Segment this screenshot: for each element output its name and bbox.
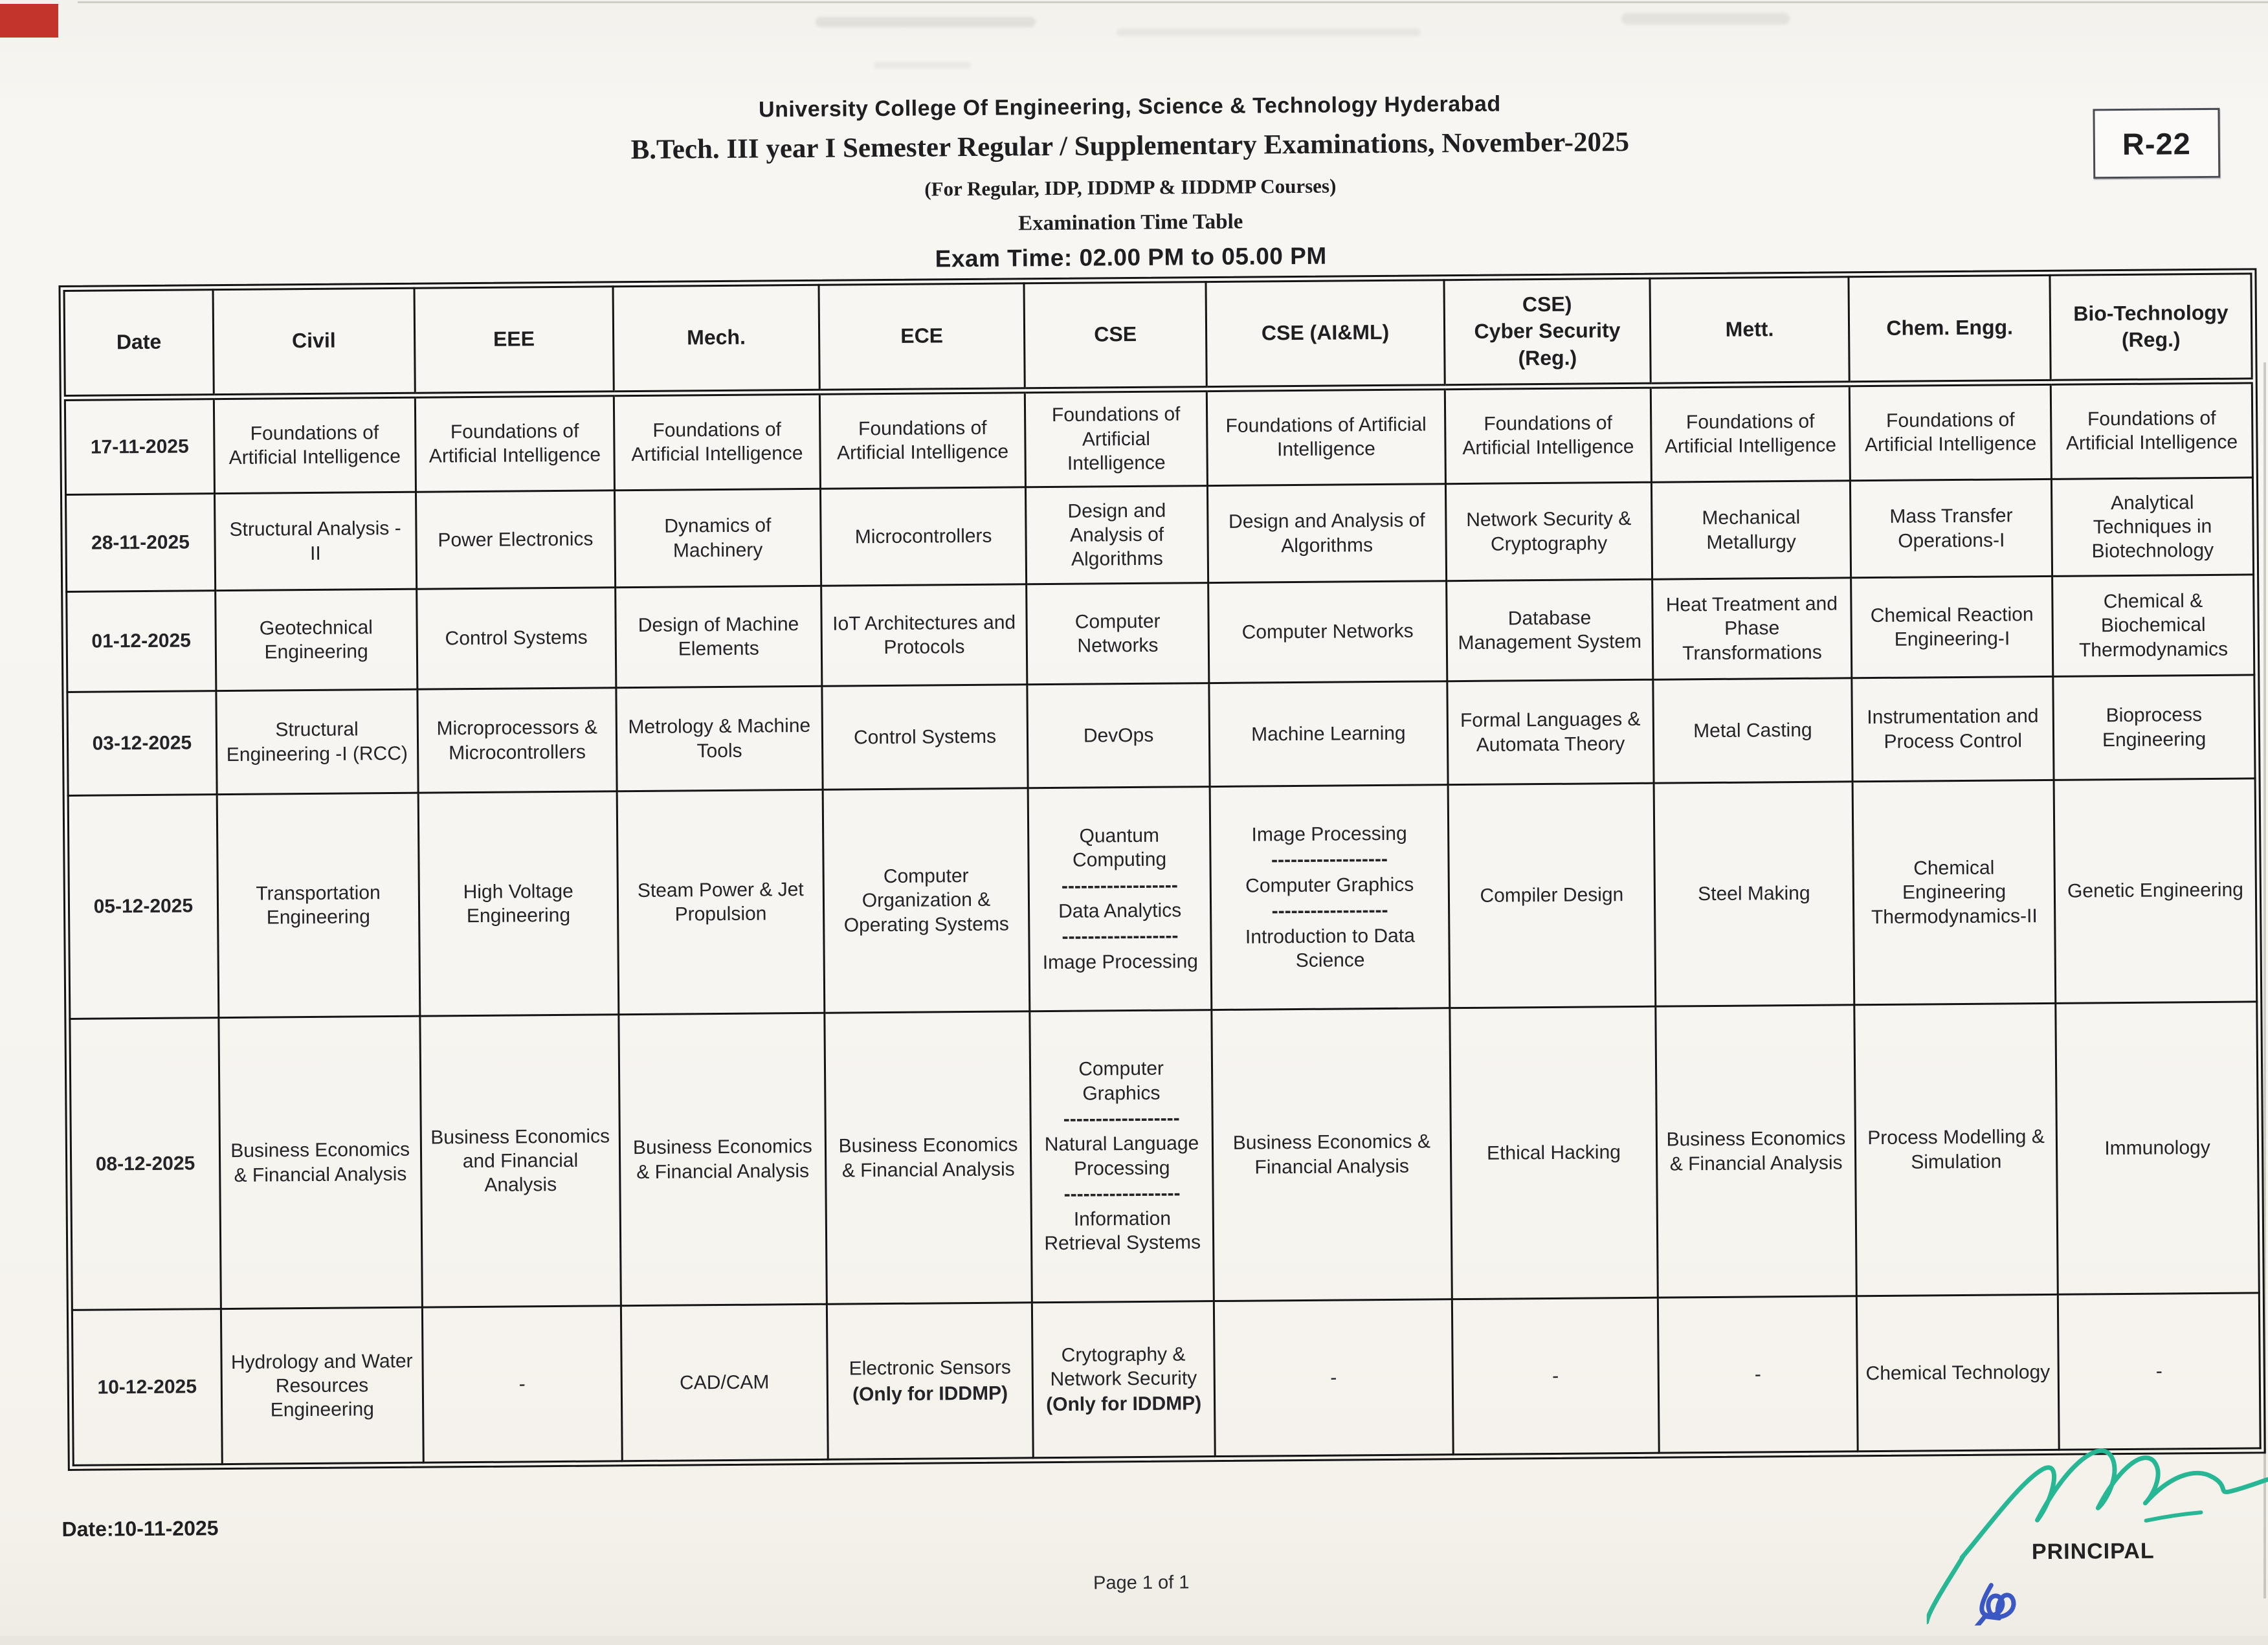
subject-note: (Only for IDDMP) bbox=[852, 1382, 1008, 1405]
exam-cell: Dynamics of Machinery bbox=[615, 489, 821, 587]
exam-cell: Bioprocess Engineering bbox=[2053, 675, 2255, 780]
exam-row bbox=[72, 1293, 2260, 1466]
exam-cell: Chemical Engineering Thermodynamics-II bbox=[1852, 780, 2056, 1004]
exam-cell bbox=[1030, 1010, 1214, 1303]
exam-cell: Computer Organization & Operating Systems bbox=[823, 788, 1030, 1013]
exam-cell: Business Economics & Financial Analysis bbox=[619, 1013, 827, 1305]
exam-cell: Compiler Design bbox=[1448, 783, 1655, 1008]
exam-cell: Foundations of Artificial Intelligence bbox=[614, 392, 820, 490]
regulation-badge: R-22 bbox=[2093, 108, 2220, 179]
exam-row bbox=[67, 675, 2255, 796]
exam-cell: Transportation Engineering bbox=[217, 793, 420, 1017]
exam-row bbox=[68, 778, 2257, 1019]
exam-row bbox=[66, 478, 2254, 592]
exam-cell: Process Modelling & Simulation bbox=[1854, 1003, 2058, 1296]
exam-row bbox=[70, 1002, 2259, 1310]
exam-cell: - bbox=[1214, 1299, 1453, 1457]
subject-separator: ------------------ bbox=[1062, 925, 1179, 948]
exam-cell: Business Economics and Financial Analysis bbox=[419, 1015, 621, 1307]
subject-separator: ------------------ bbox=[1061, 874, 1178, 897]
subject: Computer Graphics bbox=[1078, 1058, 1164, 1105]
exam-row bbox=[67, 575, 2254, 692]
subject-separator: ------------------ bbox=[1271, 899, 1388, 922]
subject: Data Analytics bbox=[1058, 900, 1182, 922]
subject: Image Processing bbox=[1042, 950, 1198, 973]
subject: Image Processing bbox=[1251, 822, 1407, 846]
exam-cell: Foundations of Artificial Intelligence bbox=[1651, 384, 1851, 482]
exam-date: 03-12-2025 bbox=[67, 691, 217, 796]
exam-cell: - bbox=[1452, 1297, 1659, 1454]
exam-cell: Business Economics & Financial Analysis bbox=[825, 1011, 1032, 1304]
exam-cell: Design of Machine Elements bbox=[616, 586, 822, 687]
exam-cell: Mass Transfer Operations-I bbox=[1851, 479, 2052, 577]
column-header-cse-ai-ml: CSE (AI&ML) bbox=[1206, 280, 1445, 389]
exam-date: 17-11-2025 bbox=[65, 397, 214, 495]
subject: Electronic Sensors bbox=[849, 1356, 1011, 1380]
exam-cell: Structural Engineering -I (RCC) bbox=[216, 689, 418, 794]
principal-label: PRINCIPAL bbox=[2031, 1538, 2155, 1565]
column-header-bio-technology-reg: Bio-Technology (Reg.) bbox=[2050, 274, 2252, 382]
subject-note: (Only for IDDMP) bbox=[1046, 1393, 1202, 1416]
exam-cell: Business Economics & Financial Analysis bbox=[1212, 1008, 1452, 1301]
exam-cell: IoT Architectures and Protocols bbox=[821, 584, 1027, 686]
page-number: Page 1 of 1 bbox=[1093, 1572, 1190, 1594]
issue-date: Date:10-11-2025 bbox=[61, 1516, 219, 1541]
exam-cell bbox=[1028, 787, 1211, 1011]
subject: Natural Language Processing bbox=[1044, 1132, 1199, 1180]
column-header-eee: EEE bbox=[414, 287, 614, 395]
exam-cell: Ethical Hacking bbox=[1450, 1006, 1658, 1299]
timetable bbox=[63, 272, 2262, 1466]
exam-cell: Database Management System bbox=[1447, 579, 1653, 681]
exam-cell: - bbox=[2058, 1293, 2260, 1450]
exam-time: Exam Time: 02.00 PM to 05.00 PM bbox=[935, 242, 1327, 272]
exam-cell: Machine Learning bbox=[1209, 681, 1449, 787]
column-header-mett: Mett. bbox=[1650, 277, 1850, 385]
timetable-label: Examination Time Table bbox=[1018, 210, 1243, 236]
exam-cell: Genetic Engineering bbox=[2054, 778, 2257, 1003]
exam-date: 10-12-2025 bbox=[72, 1309, 222, 1466]
exam-cell: Foundations of Artificial Intelligence bbox=[819, 390, 1026, 489]
exam-cell bbox=[1210, 785, 1450, 1010]
exam-cell: Geotechnical Engineering bbox=[215, 589, 417, 690]
exam-cell: Structural Analysis - II bbox=[214, 492, 416, 590]
exam-cell: High Voltage Engineering bbox=[418, 791, 619, 1016]
exam-cell: Control Systems bbox=[822, 685, 1028, 789]
exam-cell: Steel Making bbox=[1654, 782, 1854, 1006]
exam-cell bbox=[1032, 1301, 1215, 1458]
column-header-chem-engg: Chem. Engg. bbox=[1849, 275, 2051, 383]
exam-cell: Business Economics & Financial Analysis bbox=[1656, 1005, 1857, 1297]
column-header-date: Date bbox=[64, 290, 214, 398]
column-header-ece: ECE bbox=[819, 283, 1025, 392]
exam-cell: Computer Networks bbox=[1208, 581, 1447, 683]
exam-cell: Foundations of Artificial Intelligence bbox=[2051, 381, 2252, 479]
document-header bbox=[0, 85, 2265, 280]
exam-cell: Chemical Reaction Engineering-I bbox=[1851, 576, 2053, 678]
exam-cell: Mechanical Metallurgy bbox=[1651, 481, 1851, 579]
timetable-wrapper bbox=[58, 268, 2265, 1471]
exam-cell: - bbox=[422, 1306, 622, 1463]
exam-cell: Design and Analysis of Algorithms bbox=[1207, 484, 1446, 583]
exam-cell: Control Systems bbox=[416, 588, 616, 689]
column-header-cse-cyber-security-reg: CSE) Cyber Security (Reg.) bbox=[1444, 278, 1651, 386]
exam-cell: Instrumentation and Process Control bbox=[1852, 676, 2054, 781]
course-scope-note: (For Regular, IDP, IDDMP & IIDDMP Courses) bbox=[924, 174, 1337, 201]
exam-cell: Foundations of Artificial Intelligence bbox=[415, 393, 615, 492]
subject: Computer Graphics bbox=[1245, 874, 1414, 897]
subject: Introduction to Data Science bbox=[1245, 925, 1415, 971]
exam-cell: Heat Treatment and Phase Transformations bbox=[1652, 578, 1852, 679]
exam-cell: Foundations of Artificial Intelligence bbox=[1445, 385, 1651, 483]
subject-separator: ------------------ bbox=[1063, 1107, 1180, 1130]
exam-row bbox=[65, 381, 2252, 495]
exam-cell: - bbox=[1658, 1296, 1858, 1453]
subject: Crytography & Network Security bbox=[1050, 1343, 1197, 1390]
subject-separator: ------------------ bbox=[1063, 1182, 1181, 1205]
exam-cell: Power Electronics bbox=[416, 491, 616, 589]
exam-cell: Design and Analysis of Algorithms bbox=[1026, 486, 1208, 584]
exam-cell: Network Security & Cryptography bbox=[1446, 482, 1652, 580]
exam-cell: Foundations of Artificial Intelligence bbox=[214, 395, 416, 493]
subject-separator: ------------------ bbox=[1271, 848, 1388, 871]
exam-cell: DevOps bbox=[1027, 683, 1210, 788]
exam-cell: CAD/CAM bbox=[621, 1304, 828, 1461]
column-header-civil: Civil bbox=[213, 288, 415, 396]
exam-cell: Chemical Technology bbox=[1857, 1294, 2060, 1451]
timetable-head bbox=[64, 274, 2252, 398]
exam-cell: Microprocessors & Microcontrollers bbox=[417, 688, 617, 793]
column-header-mech: Mech. bbox=[613, 285, 819, 393]
timetable-header-row bbox=[64, 274, 2252, 398]
exam-cell: Foundations of Artificial Intelligence bbox=[1025, 389, 1208, 487]
exam-cell: Foundations of Artificial Intelligence bbox=[1849, 382, 2051, 480]
exam-cell: Hydrology and Water Resources Engineering bbox=[221, 1307, 423, 1464]
column-header-cse: CSE bbox=[1024, 282, 1206, 390]
exam-date: 28-11-2025 bbox=[66, 494, 216, 592]
exam-date: 05-12-2025 bbox=[68, 795, 218, 1019]
exam-cell: Immunology bbox=[2056, 1002, 2259, 1294]
exam-cell: Metal Casting bbox=[1653, 678, 1853, 783]
exam-date: 08-12-2025 bbox=[70, 1018, 221, 1310]
exam-cell: Business Economics & Financial Analysis bbox=[219, 1016, 422, 1308]
subject: Information Retrieval Systems bbox=[1044, 1208, 1201, 1255]
exam-cell: Microcontrollers bbox=[820, 487, 1027, 586]
exam-cell: Formal Languages & Automata Theory bbox=[1447, 679, 1654, 784]
timetable-body bbox=[65, 381, 2260, 1465]
exam-cell: Foundations of Artificial Intelligence bbox=[1206, 387, 1445, 486]
subject: Quantum Computing bbox=[1072, 824, 1167, 872]
exam-cell bbox=[827, 1303, 1034, 1459]
exam-cell: Steam Power & Jet Propulsion bbox=[617, 789, 824, 1014]
exam-cell: Metrology & Machine Tools bbox=[616, 686, 823, 791]
exam-title: B.Tech. III year I Semester Regular / Supplementary Examinations, November-2025 bbox=[630, 126, 1630, 166]
exam-cell: Chemical & Biochemical Thermodynamics bbox=[2052, 575, 2254, 676]
exam-cell: Computer Networks bbox=[1027, 583, 1209, 685]
exam-date: 01-12-2025 bbox=[67, 591, 216, 692]
college-name: University College Of Engineering, Science & Technology Hyderabad bbox=[758, 91, 1501, 122]
exam-cell: Analytical Techniques in Biotechnology bbox=[2051, 478, 2253, 576]
